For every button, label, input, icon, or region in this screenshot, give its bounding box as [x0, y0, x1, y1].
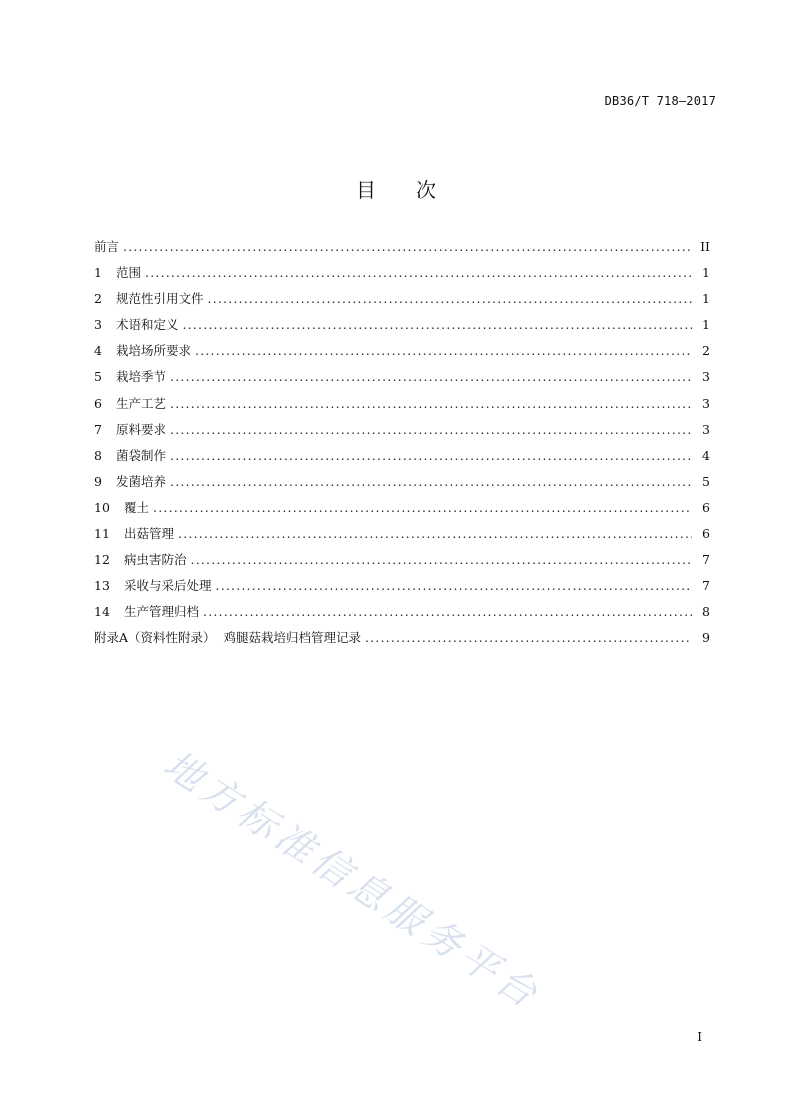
- toc-entry-text: 原料要求: [116, 421, 167, 437]
- toc-entry-text: 出菇管理: [124, 526, 175, 542]
- toc-entry-num: 5: [94, 369, 102, 385]
- toc-leader: [183, 315, 692, 335]
- toc-entry-page: 1: [702, 265, 710, 281]
- toc-entry-7[interactable]: [94, 420, 710, 446]
- toc-entry-page: 6: [702, 526, 710, 542]
- toc-entry-num: 6: [94, 395, 102, 411]
- toc-entry-text: 覆土: [124, 499, 150, 515]
- toc-entry-num: 8: [94, 447, 102, 463]
- page-number: I: [697, 1030, 702, 1044]
- toc-entry-6[interactable]: [94, 394, 710, 420]
- toc-entry-text: 前言: [94, 239, 120, 254]
- toc-leader: [170, 446, 692, 466]
- toc-entry-page: 1: [702, 291, 710, 307]
- toc-leader: [195, 341, 692, 361]
- toc-entry-text: 生产管理归档: [124, 604, 200, 620]
- toc-entry-text: 术语和定义: [116, 317, 179, 333]
- toc-entry-num: 2: [94, 291, 102, 307]
- toc-entry-1[interactable]: [94, 263, 710, 289]
- toc-entry-foreword[interactable]: [94, 237, 710, 263]
- toc-entry-9[interactable]: [94, 472, 710, 498]
- toc-entry-text: 采收与采后处理: [124, 578, 212, 594]
- toc-leader: [145, 263, 692, 283]
- watermark: 地方标准信息服务平台: [156, 741, 550, 1019]
- toc-entry-page: 8: [702, 604, 710, 620]
- toc-entry-page: 3: [702, 369, 710, 385]
- toc-entry-10[interactable]: [94, 498, 710, 524]
- toc-entry-page: 4: [702, 447, 710, 463]
- toc-leader: [365, 628, 692, 648]
- toc-entry-num: 1: [94, 265, 102, 281]
- toc-entry-num: 13: [94, 578, 110, 594]
- toc-leader: [208, 289, 692, 309]
- toc-entry-14[interactable]: [94, 602, 710, 628]
- toc-entry-num: 4: [94, 343, 102, 359]
- toc-entry-page: 3: [702, 395, 710, 411]
- toc-entry-13[interactable]: [94, 576, 710, 602]
- toc-entry-page: 7: [702, 552, 710, 568]
- toc-entry-num: 14: [94, 604, 110, 620]
- toc-leader: [170, 367, 692, 387]
- toc-entry-appendix-a[interactable]: [94, 628, 710, 654]
- toc-entry-num: 7: [94, 421, 102, 437]
- toc-entry-text: 病虫害防治: [124, 552, 187, 568]
- toc-entry-num: 12: [94, 552, 110, 568]
- toc-entry-num: 10: [94, 499, 110, 515]
- title-char-2: 次: [416, 178, 436, 202]
- toc-entry-num: 3: [94, 317, 102, 333]
- toc-entry-page: 3: [702, 421, 710, 437]
- toc-leader: [123, 237, 692, 257]
- toc-leader: [170, 420, 692, 440]
- toc-leader: [178, 524, 692, 544]
- toc-entry-text: 发菌培养: [116, 473, 167, 489]
- toc-entry-page: 5: [702, 473, 710, 489]
- toc-leader: [203, 602, 692, 622]
- toc-entry-page: II: [700, 239, 710, 254]
- page-title: [0, 174, 792, 203]
- toc-leader: [216, 576, 692, 596]
- toc-entry-text: 栽培季节: [116, 369, 167, 385]
- toc-entry-3[interactable]: [94, 315, 710, 341]
- title-char-1: 目: [356, 178, 376, 202]
- toc-entry-page: 6: [702, 499, 710, 515]
- toc-entry-num: 附录A（资料性附录）: [94, 630, 216, 646]
- toc-entry-num: 11: [94, 526, 110, 542]
- toc-entry-text: 范围: [116, 265, 142, 281]
- toc-entry-text: 鸡腿菇栽培归档管理记录: [223, 630, 361, 646]
- toc-entry-page: 7: [702, 578, 710, 594]
- toc-entry-12[interactable]: [94, 550, 710, 576]
- toc-entry-5[interactable]: [94, 367, 710, 393]
- toc-entry-text: 规范性引用文件: [116, 291, 204, 307]
- toc-leader: [153, 498, 692, 518]
- toc-entry-page: 9: [702, 630, 710, 646]
- toc-entry-page: 1: [702, 317, 710, 333]
- toc-leader: [170, 394, 692, 414]
- toc-leader: [170, 472, 692, 492]
- toc-entry-8[interactable]: [94, 446, 710, 472]
- toc-entry-4[interactable]: [94, 341, 710, 367]
- toc-entry-text: 栽培场所要求: [116, 343, 192, 359]
- toc-leader: [191, 550, 692, 570]
- toc-entry-text: 菌袋制作: [116, 447, 167, 463]
- table-of-contents: [94, 237, 710, 655]
- toc-entry-page: 2: [702, 343, 710, 359]
- toc-entry-text: 生产工艺: [116, 395, 167, 411]
- standard-code: DB36/T 718—2017: [604, 94, 716, 108]
- toc-entry-2[interactable]: [94, 289, 710, 315]
- toc-entry-num: 9: [94, 473, 102, 489]
- toc-entry-11[interactable]: [94, 524, 710, 550]
